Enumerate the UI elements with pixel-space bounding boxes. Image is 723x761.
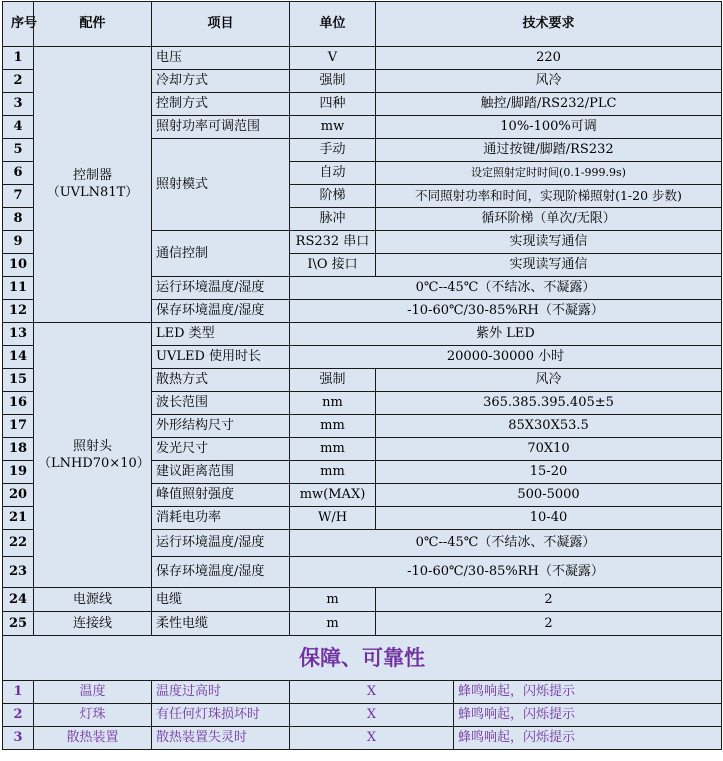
item-cell: UVLED 使用时长 [152, 346, 290, 369]
item-cell: 照射功率可调范围 [152, 116, 290, 139]
requirement-cell: 15-20 [376, 461, 722, 484]
table-row [3, 612, 722, 636]
requirement-cell: 2 [376, 588, 722, 612]
unit-cell: m [290, 588, 376, 612]
requirement-cell: 2 [376, 612, 722, 636]
item-cell: 消耗电功率 [152, 507, 290, 530]
header-item: 项目 [152, 2, 290, 47]
requirement-cell: 500-5000 [376, 484, 722, 507]
unit-cell: mm [290, 415, 376, 438]
head-name: 照射头 [72, 438, 112, 454]
controller-name: 控制器 [72, 168, 112, 184]
reliability-row [3, 704, 722, 727]
unit-cell: 强制 [290, 369, 376, 392]
table-row [3, 323, 722, 346]
header-no: 序号 [3, 2, 34, 47]
mark-cell: X [290, 681, 454, 704]
header-row [3, 2, 722, 47]
requirement-cell: 实现读写通信 [376, 254, 722, 277]
head-group-cell [34, 323, 152, 588]
requirement-cell: 通过按键/脚踏/RS232 [376, 139, 722, 162]
row-number: 20 [3, 484, 34, 507]
requirement-cell: -10-60℃/30-85%RH（不凝露） [290, 557, 722, 588]
item-cell: 柔性电缆 [152, 612, 290, 636]
unit-cell: 脉冲 [290, 208, 376, 231]
row-number: 18 [3, 438, 34, 461]
item-cell: 电缆 [152, 588, 290, 612]
requirement-cell: 0℃--45℃（不结冰、不凝露） [290, 530, 722, 557]
row-number: 4 [3, 116, 34, 139]
row-number: 23 [3, 557, 34, 588]
item-cell: 有任何灯珠损坏时 [152, 704, 290, 727]
row-number: 7 [3, 185, 34, 208]
item-cell: LED 类型 [152, 323, 290, 346]
unit-cell: V [290, 47, 376, 70]
unit-cell: 阶梯 [290, 185, 376, 208]
item-cell: 散热装置失灵时 [152, 727, 290, 750]
action-cell: 蜂鸣响起，闪烁提示 [454, 727, 722, 750]
item-cell: 运行环境温度/湿度 [152, 530, 290, 557]
item-cell: 发光尺寸 [152, 438, 290, 461]
controller-model: （UVLN81T） [46, 185, 139, 200]
item-cell: 保存环境温度/湿度 [152, 300, 290, 323]
unit-cell: nm [290, 392, 376, 415]
header-unit: 单位 [290, 2, 376, 47]
requirement-cell: 紫外 LED [290, 323, 722, 346]
reliability-title: 保障、可靠性 [3, 636, 722, 681]
requirement-cell: 触控/脚踏/RS232/PLC [376, 93, 722, 116]
controller-group-cell [34, 47, 152, 323]
unit-cell: mm [290, 461, 376, 484]
row-number: 3 [3, 93, 34, 116]
unit-cell: 自动 [290, 162, 376, 185]
row-number: 1 [3, 681, 34, 704]
unit-cell: m [290, 612, 376, 636]
reliability-row [3, 727, 722, 750]
table-row [3, 47, 722, 70]
unit-cell: I\O 接口 [290, 254, 376, 277]
requirement-cell: 风冷 [376, 70, 722, 93]
row-number: 24 [3, 588, 34, 612]
item-cell: 散热方式 [152, 369, 290, 392]
requirement-cell: 365.385.395.405±5 [376, 392, 722, 415]
requirement-cell: 220 [376, 47, 722, 70]
head-model: （LNHD70×10） [38, 455, 150, 471]
unit-cell: 手动 [290, 139, 376, 162]
unit-cell: mm [290, 438, 376, 461]
reliability-row [3, 681, 722, 704]
row-number: 17 [3, 415, 34, 438]
item-cell: 温度过高时 [152, 681, 290, 704]
row-number: 19 [3, 461, 34, 484]
requirement-cell: -10-60℃/30-85%RH（不凝露） [290, 300, 722, 323]
header-part: 配件 [34, 2, 152, 47]
mark-cell: X [290, 727, 454, 750]
item-cell: 运行环境温度/湿度 [152, 277, 290, 300]
part-cell: 散热装置 [34, 727, 152, 750]
mark-cell: X [290, 704, 454, 727]
item-cell: 建议距离范围 [152, 461, 290, 484]
spec-table [2, 1, 722, 750]
row-number: 5 [3, 139, 34, 162]
unit-cell: 强制 [290, 70, 376, 93]
row-number: 22 [3, 530, 34, 557]
header-requirement: 技术要求 [376, 2, 722, 47]
unit-cell: 四种 [290, 93, 376, 116]
row-number: 12 [3, 300, 34, 323]
item-cell: 冷却方式 [152, 70, 290, 93]
requirement-cell: 70X10 [376, 438, 722, 461]
comm-control-cell: 通信控制 [152, 231, 290, 277]
requirement-cell: 85X30X53.5 [376, 415, 722, 438]
row-number: 9 [3, 231, 34, 254]
unit-cell: W/H [290, 507, 376, 530]
row-number: 13 [3, 323, 34, 346]
requirement-cell: 不同照射功率和时间，实现阶梯照射(1-20 步数) [376, 185, 722, 208]
row-number: 3 [3, 727, 34, 750]
part-cell: 连接线 [34, 612, 152, 636]
row-number: 1 [3, 47, 34, 70]
row-number: 8 [3, 208, 34, 231]
requirement-cell: 循环阶梯（单次/无限） [376, 208, 722, 231]
unit-cell: RS232 串口 [290, 231, 376, 254]
part-cell: 温度 [34, 681, 152, 704]
row-number: 10 [3, 254, 34, 277]
item-cell: 保存环境温度/湿度 [152, 557, 290, 588]
item-cell: 波长范围 [152, 392, 290, 415]
row-number: 15 [3, 369, 34, 392]
requirement-cell: 10-40 [376, 507, 722, 530]
section-title-row [3, 636, 722, 681]
action-cell: 蜂鸣响起，闪烁提示 [454, 704, 722, 727]
part-cell: 电源线 [34, 588, 152, 612]
irradiation-mode-cell: 照射模式 [152, 139, 290, 231]
requirement-cell: 实现读写通信 [376, 231, 722, 254]
row-number: 11 [3, 277, 34, 300]
row-number: 2 [3, 704, 34, 727]
row-number: 21 [3, 507, 34, 530]
requirement-cell: 设定照射定时时间(0.1-999.9s) [376, 162, 722, 185]
item-cell: 外形结构尺寸 [152, 415, 290, 438]
item-cell: 控制方式 [152, 93, 290, 116]
action-cell: 蜂鸣响起，闪烁提示 [454, 681, 722, 704]
item-cell: 峰值照射强度 [152, 484, 290, 507]
row-number: 6 [3, 162, 34, 185]
requirement-cell: 10%-100%可调 [376, 116, 722, 139]
requirement-cell: 0℃--45℃（不结冰、不凝露） [290, 277, 722, 300]
item-cell: 电压 [152, 47, 290, 70]
table-row [3, 588, 722, 612]
part-cell: 灯珠 [34, 704, 152, 727]
unit-cell: mw [290, 116, 376, 139]
requirement-cell: 风冷 [376, 369, 722, 392]
row-number: 16 [3, 392, 34, 415]
row-number: 25 [3, 612, 34, 636]
unit-cell: mw(MAX) [290, 484, 376, 507]
row-number: 2 [3, 70, 34, 93]
row-number: 14 [3, 346, 34, 369]
requirement-cell: 20000-30000 小时 [290, 346, 722, 369]
